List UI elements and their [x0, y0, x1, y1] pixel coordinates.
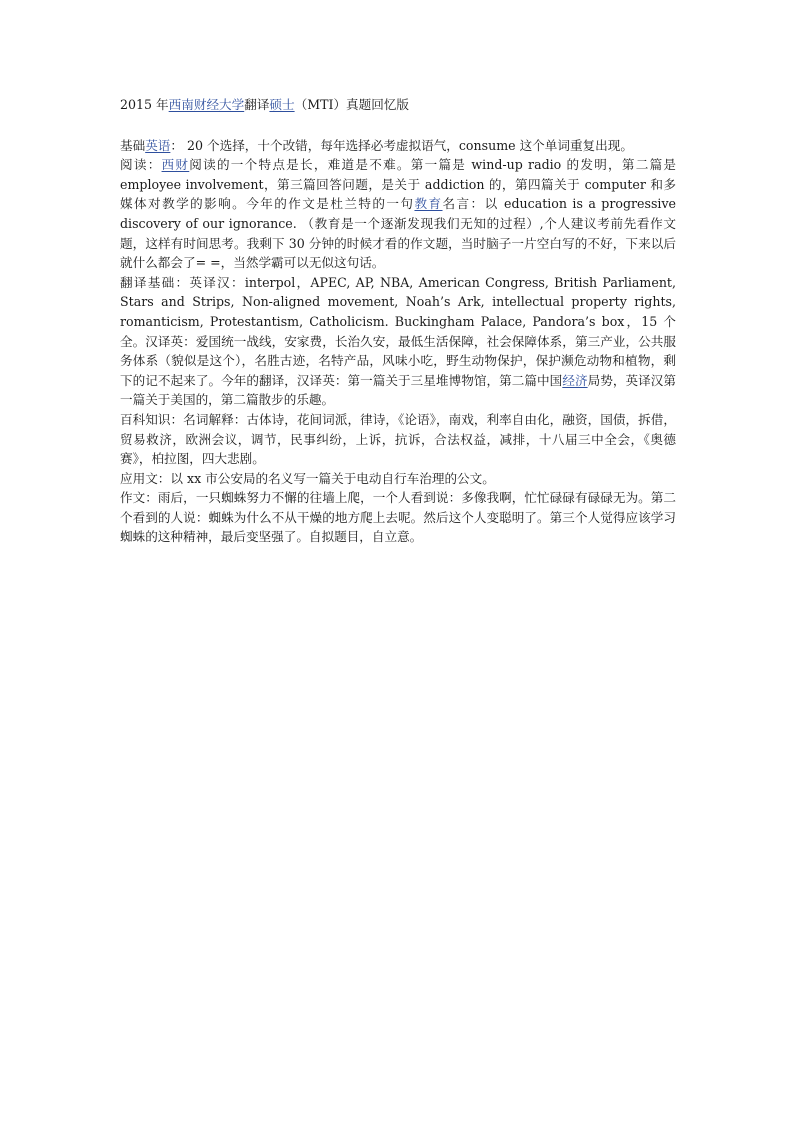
title-mid: 翻译 [244, 97, 270, 112]
reading-paragraph [120, 155, 676, 273]
document-title [120, 95, 676, 115]
title-prefix: 2015 年 [120, 97, 169, 112]
degree-link[interactable]: 硕士 [269, 97, 295, 112]
school-link[interactable]: 西南财经大学 [168, 97, 245, 112]
xicai-link[interactable]: 西财 [161, 157, 190, 173]
reading-text-b: 名言：以 education is a progressive discovery of our ignorance. （教育是一个逐渐发现我们无知的过程）,个人建议考前先看作文题，这样有时间思考。我剩下 30 分钟的时候才看的作文题，当时脑子一片空白写的不好，下来以后就什么都会了= =，当然学霸可以无似这句话。 [120, 196, 677, 271]
reading-text-a: 阅读的一个特点是长，难道是不难。第一篇是 wind-up radio 的发明，第二篇是 employee involvement，第三篇回答问题，是关于 addiction 的，第四篇关于 computer 和多媒体对教学的影响。今年的作文是杜兰特的一句 [120, 157, 677, 212]
translation-paragraph [120, 273, 676, 410]
reading-label: 阅读： [120, 157, 162, 173]
translation-text-a: 翻译基础：英译汉：interpol，APEC, AP, NBA, American Congress, British Parliament, Stars and Strips, Non-aligned movement, Noah’s Ark, intellectual property rights, romanticism, Protestantism, Catholicism. Buckingham Palace, Pandora’s box，15 个全。汉译英：爱国统一战线，安家费，长治久安，最低生活保障，社会保障体系，第三产业，公共服务体系（貌似是这个），名胜古迹，名特产品，风味小吃，野生动物保护，保护濒危动物和植物，剩下的记不起来了。今年的翻译，汉译英：第一篇关于三星堆博物馆，第二篇中国 [120, 274, 676, 388]
economy-link[interactable]: 经济 [562, 372, 588, 388]
practical-writing-paragraph: 应用文：以 xx 市公安局的名义写一篇关于电动自行车治理的公文。 [120, 470, 495, 486]
essay-paragraph: 作文：雨后，一只蜘蛛努力不懈的往墙上爬，一个人看到说：多像我啊，忙忙碌碌有碌碌无为。第二个看到的人说：蜘蛛为什么不从干燥的地方爬上去呢。然后这个人变聪明了。第三个人觉得应该学习蜘蛛的这种精神，最后变坚强了。自拟题目，自立意。 [120, 490, 676, 545]
education-link[interactable]: 教育 [414, 196, 443, 212]
encyclopedia-paragraph: 百科知识：名词解释：古体诗，花间词派，律诗，《论语》，南戏，利率自由化，融资，国债，拆借，贸易救济，欧洲会议，调节，民事纠纷，上诉，抗诉，合法权益，减排，十八届三中全会，《奥德赛》，柏拉图，四大悲剧。 [120, 411, 676, 467]
english-link[interactable]: 英语 [145, 137, 171, 153]
basics-text: ： 20 个选择，十个改错，每年选择必考虚拟语气，consume 这个单词重复出现。 [170, 137, 633, 153]
basics-label: 基础 [120, 137, 146, 153]
document-page [120, 95, 676, 547]
basics-paragraph [120, 136, 676, 156]
title-suffix: （MTI）真题回忆版 [294, 97, 410, 112]
translation-text-b: 局势，英译汉第一篇关于美国的，第二篇散步的乐趣。 [120, 372, 677, 408]
